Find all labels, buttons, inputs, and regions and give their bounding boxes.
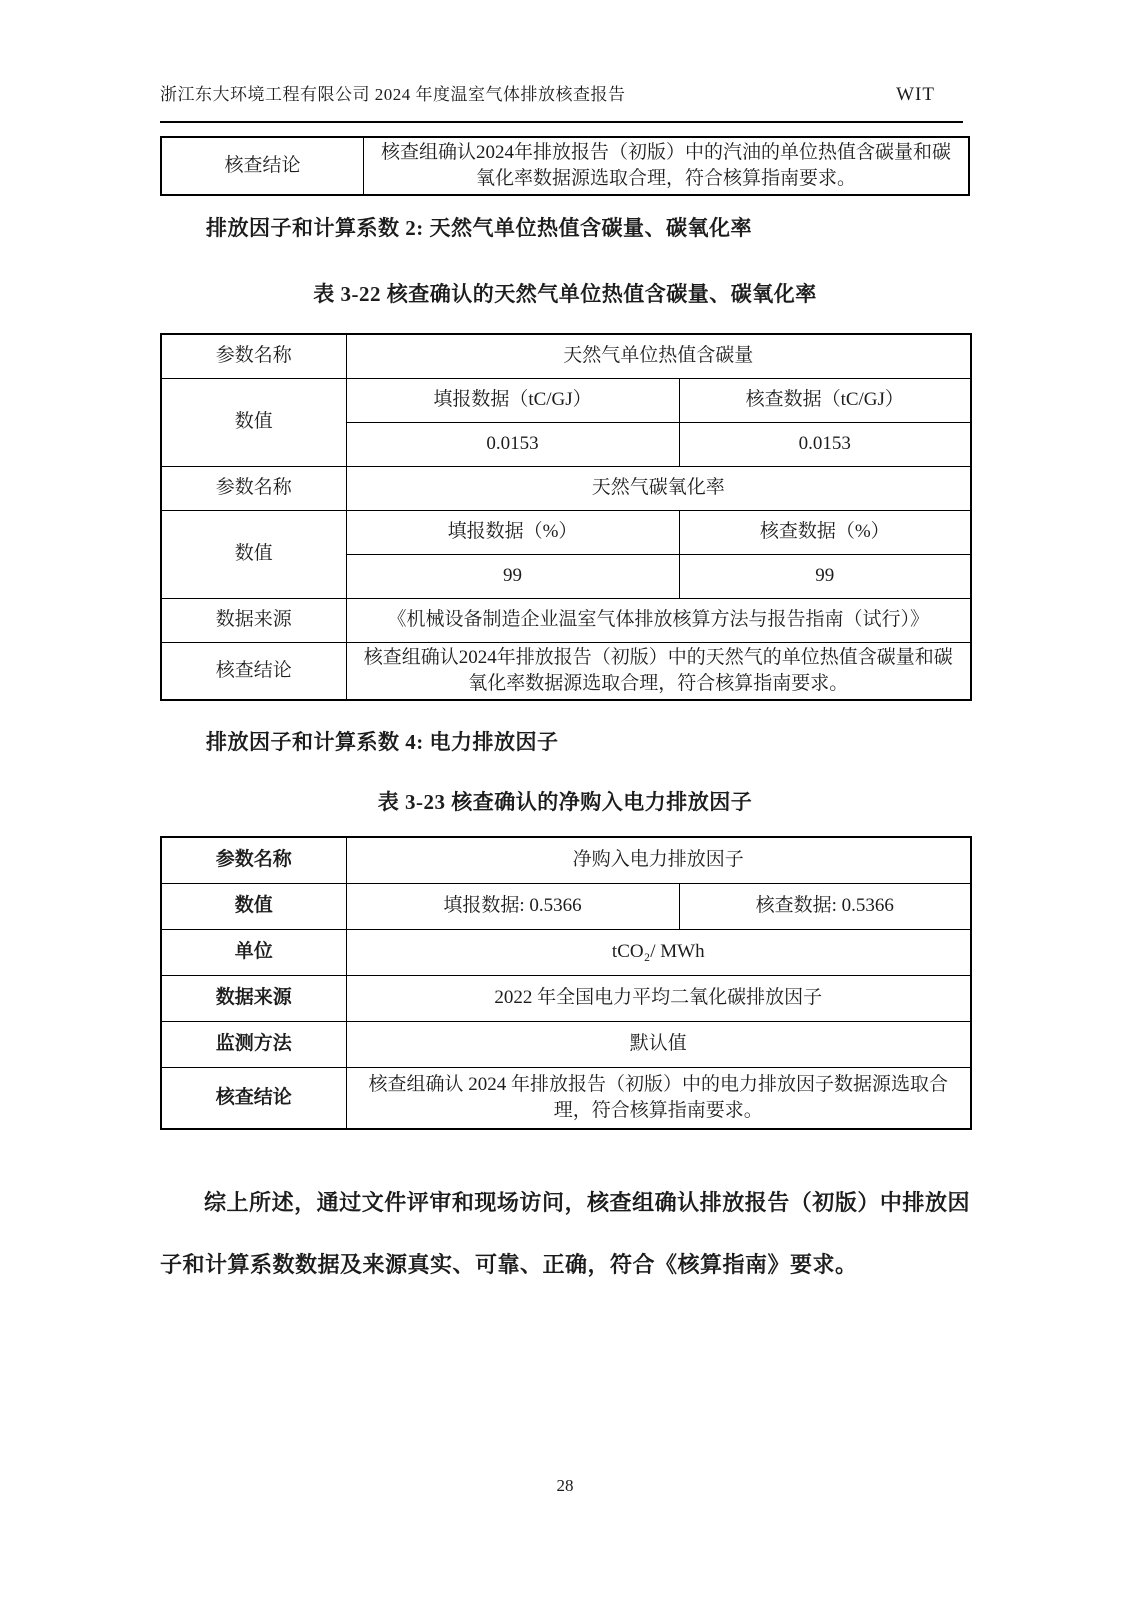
param-name: 净购入电力排放因子 [346, 837, 971, 883]
conclusion-label: 核查结论 [161, 1067, 346, 1129]
param-name: 天然气单位热值含碳量 [346, 334, 971, 378]
conclusion-text: 核查组确认 2024 年排放报告（初版）中的电力排放因子数据源选取合理，符合核算指南要求。 [346, 1067, 971, 1129]
value-label: 数值 [161, 883, 346, 929]
source-label: 数据来源 [161, 975, 346, 1021]
header-title: 浙江东大环境工程有限公司 2024 年度温室气体排放核查报告 [160, 85, 626, 104]
method-label: 监测方法 [161, 1021, 346, 1067]
unit-label: 单位 [161, 929, 346, 975]
table-3-22-caption: 表 3-22 核查确认的天然气单位热值含碳量、碳氧化率 [313, 282, 817, 306]
table-row [161, 378, 971, 422]
closing-paragraph: 综上所述，通过文件评审和现场访问，核查组确认排放报告（初版）中排放因子和计算系数数据及来源真实、可靠、正确，符合《核算指南》要求。 [160, 1190, 970, 1277]
verified-value: 99 [679, 554, 971, 598]
value-label: 数值 [161, 378, 346, 466]
source-label: 数据来源 [161, 598, 346, 642]
row-label: 核查结论 [161, 137, 364, 195]
reported-value: 0.0153 [346, 422, 679, 466]
table-3-23-caption: 表 3-23 核查确认的净购入电力排放因子 [377, 790, 753, 814]
table-row [161, 1021, 971, 1067]
verified-value: 核查数据: 0.5366 [679, 883, 971, 929]
header-logo: WIT [896, 84, 935, 105]
value-label: 数值 [161, 510, 346, 598]
param-label: 参数名称 [161, 466, 346, 510]
section-heading-gas: 排放因子和计算系数 2: 天然气单位热值含碳量、碳氧化率 [206, 216, 752, 240]
table-row [161, 334, 971, 378]
carryover-conclusion-table [160, 136, 970, 196]
unit-value: tCO₂/ MWh [346, 929, 971, 975]
table-row [161, 975, 971, 1021]
table-row [161, 466, 971, 510]
verified-header: 核查数据（%） [679, 510, 971, 554]
reported-header: 填报数据（tC/GJ） [346, 378, 679, 422]
section-heading-power: 排放因子和计算系数 4: 电力排放因子 [206, 730, 559, 754]
table-3-22 [160, 333, 972, 701]
source-text: 2022 年全国电力平均二氧化碳排放因子 [346, 975, 971, 1021]
table-row [161, 598, 971, 642]
conclusion-label: 核查结论 [161, 642, 346, 700]
conclusion-text: 核查组确认2024年排放报告（初版）中的天然气的单位热值含碳量和碳氧化率数据源选取合理，符合核算指南要求。 [346, 642, 971, 700]
page-header [160, 80, 970, 106]
table-row [161, 642, 971, 700]
param-label: 参数名称 [161, 837, 346, 883]
header-rule [160, 121, 963, 123]
param-label: 参数名称 [161, 334, 346, 378]
table-row [161, 929, 971, 975]
verified-header: 核查数据（tC/GJ） [679, 378, 971, 422]
source-text: 《机械设备制造企业温室气体排放核算方法与报告指南（试行）》 [346, 598, 971, 642]
method-value: 默认值 [346, 1021, 971, 1067]
table-row [161, 883, 971, 929]
reported-header: 填报数据（%） [346, 510, 679, 554]
table-row [161, 510, 971, 554]
conclusion-text: 核查组确认2024年排放报告（初版）中的汽油的单位热值含碳量和碳氧化率数据源选取合理，符合核算指南要求。 [364, 137, 970, 195]
table-row [161, 837, 971, 883]
table-3-23 [160, 836, 972, 1130]
reported-value: 填报数据: 0.5366 [346, 883, 679, 929]
verified-value: 0.0153 [679, 422, 971, 466]
reported-value: 99 [346, 554, 679, 598]
table-row [161, 1067, 971, 1129]
page-number: 28 [556, 1476, 574, 1495]
table-row [161, 137, 969, 195]
param-name: 天然气碳氧化率 [346, 466, 971, 510]
